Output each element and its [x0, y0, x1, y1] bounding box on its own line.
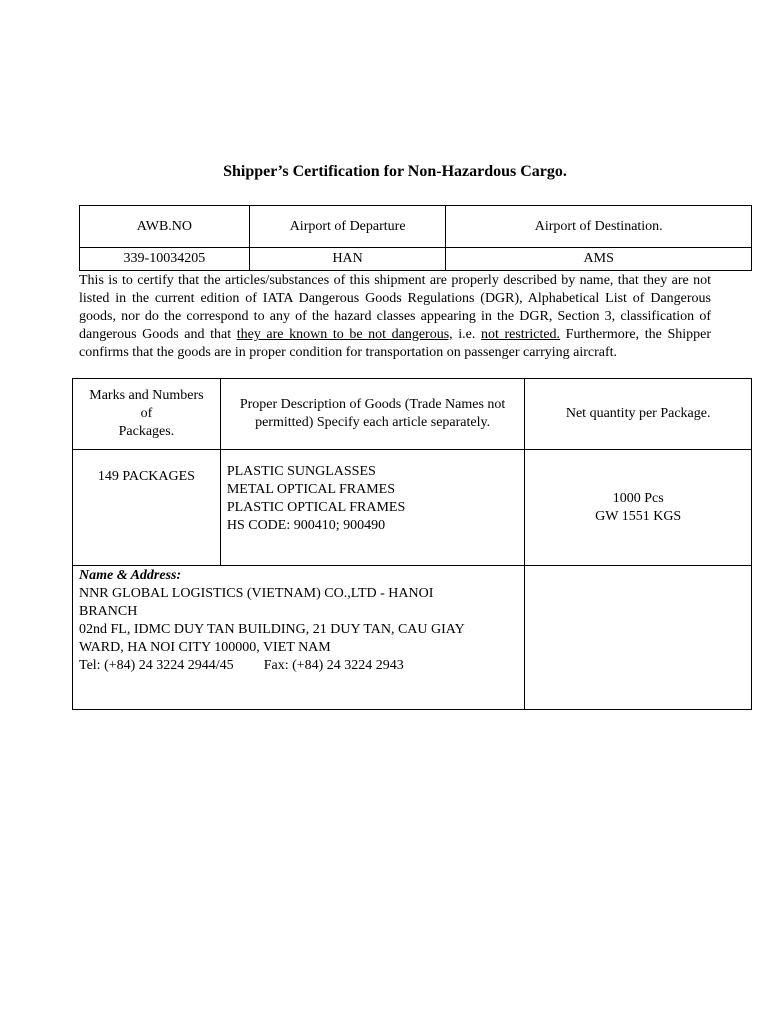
header-row	[80, 206, 752, 248]
address-line: WARD, HA NOI CITY 100000, VIET NAM	[79, 640, 331, 655]
certification-statement	[79, 272, 711, 362]
value-row	[80, 248, 752, 271]
statement-part-1: This is to certify that the articles/substances of this shipment are properly described by name, that they are not listed in the current edition of IATA Dangerous Goods Regulations (DGR), Alphabetical List of Dangerous goods, nor do the correspond to any of the hazard classes appearing in the DGR, Section 3, classification of dangerous Goods and that	[79, 273, 711, 342]
goods-table	[72, 378, 752, 710]
marks-header-line: of	[140, 406, 153, 421]
description-line: PLASTIC SUNGLASSES	[226, 464, 376, 479]
marks-header-line: Marks and Numbers	[89, 388, 204, 403]
quantity-cell	[525, 450, 752, 566]
departure-header: Airport of Departure	[249, 206, 446, 248]
goods-row	[73, 450, 752, 566]
awb-header: AWB.NO	[80, 206, 250, 248]
departure-airport: HAN	[249, 248, 446, 271]
statement-part-3: Furthermore, the Shipper confirms that the goods are in proper condition for transportation on passenger carrying aircraft.	[79, 327, 711, 360]
awb-number: 339-10034205	[80, 248, 250, 271]
address-line: 02nd FL, IDMC DUY TAN BUILDING, 21 DUY TAN, CAU GIAY	[79, 622, 465, 637]
telephone: Tel: (+84) 24 3224 2944/45	[79, 658, 234, 673]
statement-underline-not-restricted: not restricted.	[480, 327, 561, 342]
contact-line	[79, 657, 524, 675]
destination-header: Airport of Destination.	[446, 206, 752, 248]
description-header-text: Proper Description of Goods (Trade Names not permitted) Specify each article separately.	[239, 397, 506, 430]
marks-header	[73, 379, 221, 450]
description-header	[220, 379, 525, 450]
quantity-header: Net quantity per Package.	[525, 379, 752, 450]
signature-cell	[525, 566, 752, 710]
document-title: Shipper’s Certification for Non-Hazardous Cargo.	[223, 163, 567, 180]
destination-airport: AMS	[446, 248, 752, 271]
statement-underline-not-dangerous: they are known to be not dangerous,	[236, 327, 453, 342]
name-address-label: Name & Address:	[79, 568, 182, 583]
quantity-line: GW 1551 KGS	[595, 508, 682, 524]
description-line: HS CODE: 900410; 900490	[226, 518, 386, 533]
description-line: PLASTIC OPTICAL FRAMES	[226, 500, 406, 515]
statement-part-2: i.e.	[452, 327, 481, 342]
description-line: METAL OPTICAL FRAMES	[226, 482, 396, 497]
address-line: NNR GLOBAL LOGISTICS (VIETNAM) CO.,LTD - HANOI	[79, 586, 434, 601]
description-cell	[220, 450, 525, 566]
marks-header-line: Packages.	[118, 424, 175, 439]
quantity-line: 1000 Pcs	[612, 490, 664, 506]
shipper-row	[73, 566, 752, 710]
address-line: BRANCH	[79, 604, 138, 619]
goods-header-row	[73, 379, 752, 450]
shipper-address-cell	[73, 566, 525, 710]
marks-cell: 149 PACKAGES	[73, 450, 221, 566]
fax: Fax: (+84) 24 3224 2943	[263, 658, 404, 673]
shipment-header-table	[79, 205, 752, 271]
